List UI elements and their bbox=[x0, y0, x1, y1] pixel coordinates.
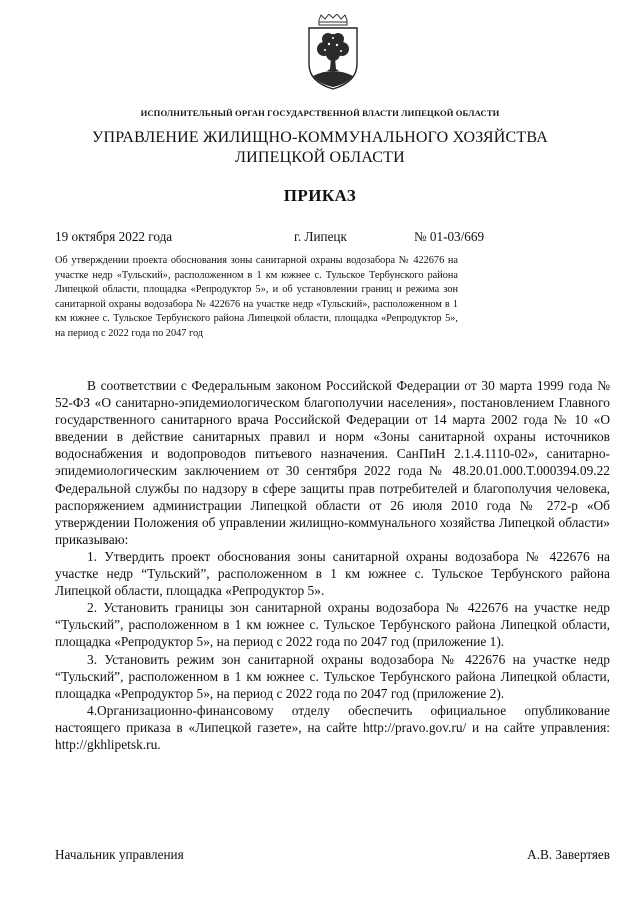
document-subject: Об утверждении проекта обоснования зоны санитарной охраны водозабора № 422676 на участке недр «Тульский», расположенном в 1 км южнее с. Тульское Тербунского района Липецкой области, площадка «Репродуктор 5», и об установлении границ и режима зон санитарной охраны водозабора № 422676 на участке недр «Тульский», расположенном в 1 км южнее с. Тульское Тербунского района Липецкой области, площадка «Репродуктор 5», на период с 2022 года по 2047 год bbox=[55, 255, 458, 339]
order-item-2: 2. Установить границы зон санитарной охраны водозабора № 422676 на участке недр “Тульский”, расположенном в 1 км южнее с. Тульское Тербунского района Липецкой области, площадка «Репродуктор 5», на период с 2022 года по 2047 год (приложение 1). bbox=[55, 600, 610, 650]
department-name-line-1: УПРАВЛЕНИЕ ЖИЛИЩНО-КОММУНАЛЬНОГО ХОЗЯЙСТВА bbox=[91, 129, 548, 146]
department-name-line-2: ЛИПЕЦКОЙ ОБЛАСТИ bbox=[235, 149, 405, 166]
department-name bbox=[0, 128, 640, 168]
document-number: № 01-03/669 bbox=[414, 229, 485, 244]
document-body bbox=[55, 377, 610, 753]
signatory-name: А.В. Завертяев bbox=[527, 847, 610, 862]
preamble-paragraph: В соответствии с Федеральным законом Российской Федерации от 30 марта 1999 года № 52-ФЗ «О санитарно-эпидемиологическом благополучии населения», постановлением Главного государственного санитарного врача Российской Федерации от 14 марта 2002 года № 10 «О введении в действие санитарных правил и норм «Зоны санитарной охраны источников водоснабжения и водопроводов питьевого назначения. СанПиН 2.1.4.1110-02», санитарно-эпидемиологическим заключением от 30 сентября 2022 года № 48.20.01.000.Т.000394.09.22 Федеральной службы по надзору в сфере защиты прав потребителей и благополучия человека, распоряжением администрации Липецкой области от 26 июля 2010 года № 272-р «Об утверждении Положения об управлении жилищно-коммунального хозяйства Липецкой области» приказываю: bbox=[55, 378, 610, 547]
order-item-3: 3. Установить режим зон санитарной охраны водозабора № 422676 на участке недр “Тульский”, расположенном в 1 км южнее с. Тульское Тербунского района Липецкой области, площадка «Репродуктор 5», на период с 2022 года по 2047 год (приложение 2). bbox=[55, 651, 610, 701]
authority-name: ИСПОЛНИТЕЛЬНЫЙ ОРГАН ГОСУДАРСТВЕННОЙ ВЛАСТИ ЛИПЕЦКОЙ ОБЛАСТИ bbox=[140, 108, 500, 118]
document-type: ПРИКАЗ bbox=[283, 186, 357, 205]
order-item-1: 1. Утвердить проект обоснования зоны санитарной охраны водозабора № 422676 на участке недр “Тульский”, расположенном в 1 км южнее с. Тульское Тербунского района Липецкой области, площадка «Репродуктор 5». bbox=[55, 548, 610, 599]
document-place: г. Липецк bbox=[294, 229, 347, 244]
order-item-4: 4.Организационно-финансовому отделу обеспечить официальное опубликование настоящего приказа в «Липецкой газете», на сайте http://pravo.gov.ru/ и на сайте управления: http://gkhlipetsk.ru. bbox=[55, 702, 610, 752]
document-date: 19 октября 2022 года bbox=[55, 229, 173, 244]
coat-of-arms-icon bbox=[303, 14, 363, 90]
signatory-title: Начальник управления bbox=[55, 847, 184, 862]
